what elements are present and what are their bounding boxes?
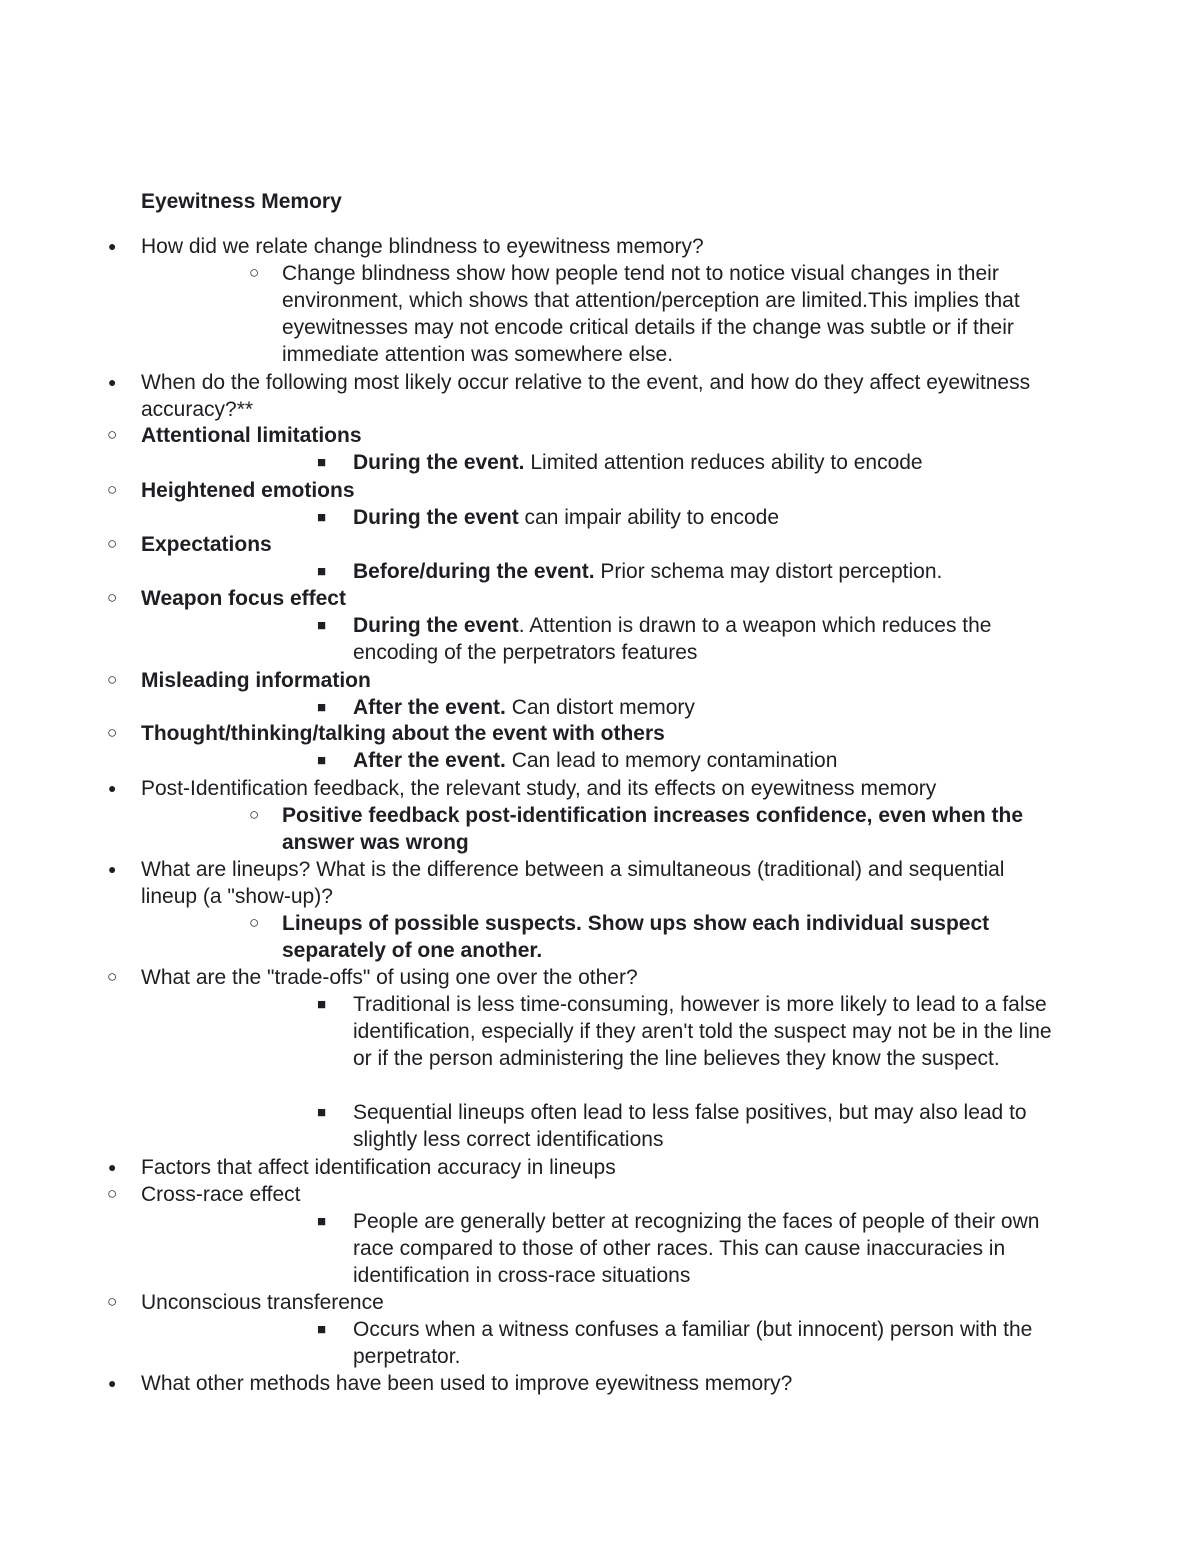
circle-marker: ○: [107, 588, 118, 607]
list-item: [249, 910, 1062, 964]
square-marker: ■: [317, 1104, 327, 1121]
list-item: [108, 856, 1061, 910]
list-item: [317, 747, 1063, 774]
item-bold-text: After the event.: [353, 696, 506, 719]
circle-marker: ○: [107, 480, 118, 499]
square-marker: ■: [317, 752, 327, 769]
list-item: [107, 1289, 1061, 1316]
list-item: [108, 1370, 1061, 1397]
list-item: [317, 449, 1063, 476]
list-item: [317, 558, 1063, 585]
item-heading: Thought/thinking/talking about the event with others: [141, 722, 665, 745]
bullet-marker: ●: [108, 238, 117, 254]
item-text: People are generally better at recognizing the faces of people of their own race compared to those of other races. This can cause inaccuracies in identification in cross-race situations: [353, 1210, 1040, 1287]
document-title: Eyewitness Memory: [141, 190, 342, 213]
circle-marker: ○: [249, 913, 260, 932]
list-item: [108, 775, 1061, 802]
circle-marker: ○: [107, 967, 118, 986]
square-marker: ■: [317, 1213, 327, 1230]
item-text: Occurs when a witness confuses a familiar (but innocent) person with the perpetrator.: [353, 1318, 1033, 1368]
bullet-marker: ●: [108, 1159, 117, 1175]
list-item: [108, 1154, 1061, 1181]
item-bold-text: Before/during the event.: [353, 560, 595, 583]
list-item: [107, 964, 1061, 991]
item-text: How did we relate change blindness to eyewitness memory?: [141, 235, 704, 258]
item-bold-text: Positive feedback post-identification increases confidence, even when the answer was wrong: [282, 804, 1024, 854]
item-text: can impair ability to encode: [518, 506, 779, 529]
bullet-marker: ●: [108, 1375, 117, 1391]
list-item: [107, 422, 1061, 449]
item-text: Can lead to memory contamination: [505, 749, 838, 772]
list-item: [317, 694, 1063, 721]
item-heading: Misleading information: [141, 669, 371, 692]
item-text: What other methods have been used to improve eyewitness memory?: [141, 1372, 793, 1395]
list-item: [249, 260, 1062, 368]
item-bold-text: Lineups of possible suspects. Show ups show each individual suspect separately of one another.: [282, 912, 990, 962]
item-text: Factors that affect identification accuracy in lineups: [141, 1156, 616, 1179]
list-item: [317, 1316, 1063, 1370]
item-heading: Expectations: [141, 533, 272, 556]
square-marker: ■: [317, 699, 327, 716]
item-bold-text: During the event: [353, 614, 519, 637]
item-text: Prior schema may distort perception.: [594, 560, 943, 583]
circle-marker: ○: [107, 670, 118, 689]
square-marker: ■: [317, 1321, 327, 1338]
item-text: Change blindness show how people tend not to notice visual changes in their environment, which shows that attention/perception are limited.This implies that eyewitnesses may not encode critical details if the change was subtle or if their immediate attention was somewhere else.: [282, 262, 1020, 366]
list-item: [317, 1099, 1063, 1153]
item-bold-text: After the event.: [353, 749, 506, 772]
square-marker: ■: [317, 563, 327, 580]
circle-marker: ○: [107, 723, 118, 742]
item-text: Post-Identification feedback, the relevant study, and its effects on eyewitness memory: [141, 777, 937, 800]
circle-marker: ○: [107, 1184, 118, 1203]
item-bold-text: During the event.: [353, 451, 525, 474]
square-marker: ■: [317, 454, 327, 471]
list-item: [107, 720, 1061, 747]
item-heading: Heightened emotions: [141, 479, 355, 502]
list-item: [107, 585, 1061, 612]
item-text: Limited attention reduces ability to encode: [524, 451, 923, 474]
list-item: [107, 667, 1061, 694]
circle-marker: ○: [107, 1292, 118, 1311]
item-text: Can distort memory: [505, 696, 695, 719]
square-marker: ■: [317, 617, 327, 634]
bullet-marker: ●: [108, 861, 117, 877]
list-item: [107, 477, 1061, 504]
circle-marker: ○: [107, 534, 118, 553]
list-item: [249, 802, 1062, 856]
item-text: When do the following most likely occur relative to the event, and how do they affect eyewitness accuracy?**: [141, 371, 1031, 421]
list-item: [317, 1208, 1063, 1289]
circle-marker: ○: [249, 805, 260, 824]
square-marker: ■: [317, 996, 327, 1013]
bullet-marker: ●: [108, 780, 117, 796]
item-text: Unconscious transference: [141, 1291, 384, 1314]
bullet-marker: ●: [108, 374, 117, 390]
item-heading: Weapon focus effect: [141, 587, 346, 610]
list-item: [108, 369, 1061, 423]
item-heading: Attentional limitations: [141, 424, 362, 447]
item-text: Sequential lineups often lead to less false positives, but may also lead to slightly less correct identifications: [353, 1101, 1027, 1151]
item-bold-text: During the event: [353, 506, 519, 529]
list-item: [317, 991, 1063, 1072]
list-item: [107, 531, 1061, 558]
circle-marker: ○: [249, 263, 260, 282]
list-item: [107, 1181, 1061, 1208]
item-text: What are the "trade-offs" of using one over the other?: [141, 966, 638, 989]
item-text: Traditional is less time-consuming, however is more likely to lead to a false identification, especially if they aren't told the suspect may not be in the line or if the person administering the line believes they know the suspect.: [353, 993, 1052, 1070]
list-item: [317, 612, 1063, 666]
item-text: . Attention is drawn to a weapon which reduces the encoding of the perpetrators features: [353, 614, 992, 664]
list-item: [108, 233, 1061, 260]
item-text: What are lineups? What is the difference between a simultaneous (traditional) and sequential lineup (a "show-up)?: [141, 858, 1005, 908]
list-item: [317, 504, 1063, 531]
circle-marker: ○: [107, 425, 118, 444]
item-text: Cross-race effect: [141, 1183, 301, 1206]
square-marker: ■: [317, 509, 327, 526]
